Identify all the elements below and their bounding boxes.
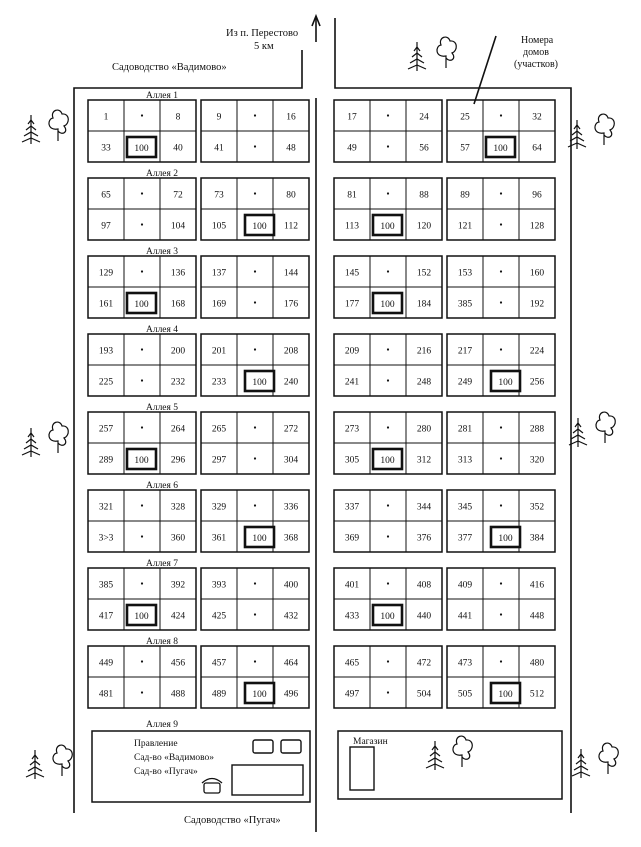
blocks [88, 91, 555, 730]
plot-block [88, 178, 196, 240]
plot-dot [141, 504, 143, 506]
deciduous-tree-icon [437, 37, 456, 68]
marker-label: 100 [380, 300, 395, 310]
plot-number: 192 [529, 299, 545, 310]
marker-label: 100 [134, 300, 149, 310]
marker-label: 100 [380, 222, 395, 232]
marker-100 [245, 215, 274, 235]
plot-number: 360 [170, 533, 186, 544]
plot-block [447, 568, 555, 630]
plot-dot [141, 660, 143, 662]
marker-100 [245, 683, 274, 703]
plot-number: 97 [101, 221, 111, 232]
plot-number: 313 [457, 455, 473, 466]
plot-dot [500, 223, 502, 225]
plot-dot [254, 582, 256, 584]
plot-number: 105 [211, 221, 227, 232]
plot-number: 385 [98, 580, 114, 591]
conifer-icon [426, 741, 444, 770]
plot-number: 416 [529, 580, 545, 591]
plot-number: 385 [457, 299, 473, 310]
marker-100 [491, 527, 520, 547]
plot-number: 136 [170, 268, 186, 279]
marker-100 [373, 215, 402, 235]
plot-number: 16 [286, 112, 296, 123]
plot-dot [500, 270, 502, 272]
plot-number: 9 [216, 112, 222, 123]
plot-number: 401 [344, 580, 360, 591]
plot-number: 209 [344, 346, 360, 357]
plot-number: 129 [98, 268, 114, 279]
plot-dot [500, 613, 502, 615]
callout-pointer [474, 36, 496, 104]
marker-100 [486, 137, 515, 157]
marker-label: 100 [498, 534, 513, 544]
plot-dot [254, 613, 256, 615]
plot-dot [254, 457, 256, 459]
deciduous-tree-icon [596, 412, 615, 443]
plot-block [447, 334, 555, 396]
plot-dot [254, 660, 256, 662]
plot-number: 425 [211, 611, 227, 622]
plot-number: 496 [283, 689, 299, 700]
plot-number: 24 [419, 112, 429, 123]
plot-number: 312 [416, 455, 432, 466]
alley-label: Аллея 4 [145, 325, 179, 335]
plot-dot [141, 192, 143, 194]
plot-dot [500, 582, 502, 584]
conifer-icon [22, 115, 40, 144]
admin-text: Сад-во «Вадимово» [134, 753, 214, 763]
plot-dot [500, 114, 502, 116]
plot-dot [387, 379, 389, 381]
bottom-label: Садоводство «Пугач» [184, 815, 281, 826]
plot-dot [387, 426, 389, 428]
plot-block [88, 100, 196, 162]
plot-number: 184 [416, 299, 432, 310]
plot-block [201, 568, 309, 630]
plot-number: 441 [457, 611, 473, 622]
plot-number: 472 [416, 658, 432, 669]
shop-label: Магазин [353, 737, 388, 747]
plot-dot [387, 660, 389, 662]
plot-number: 345 [457, 502, 473, 513]
plot-block [447, 646, 555, 708]
alley-label: Аллея 1 [145, 91, 179, 101]
plot-block [201, 334, 309, 396]
plot-dot [500, 457, 502, 459]
plot-number: 272 [283, 424, 299, 435]
plot-dot [254, 348, 256, 350]
plot-block [201, 256, 309, 318]
plot-number: 145 [344, 268, 360, 279]
plot-number: 240 [283, 377, 299, 388]
plot-number: 368 [283, 533, 299, 544]
plot-number: 409 [457, 580, 473, 591]
marker-label: 100 [252, 222, 267, 232]
marker-label: 100 [134, 456, 149, 466]
plot-number: 200 [170, 346, 186, 357]
plot-number: 121 [457, 221, 473, 232]
deciduous-tree-icon [49, 422, 68, 453]
plot-dot [254, 270, 256, 272]
plot-block [447, 412, 555, 474]
plot-number: 296 [170, 455, 186, 466]
plot-number: 168 [170, 299, 186, 310]
plot-number: 329 [211, 502, 227, 513]
plot-dot [500, 426, 502, 428]
alley-label: Аллея 6 [145, 481, 179, 491]
marker-label: 100 [252, 690, 267, 700]
road-label-line1: Из п. Перестово [226, 28, 299, 39]
marker-label: 100 [134, 144, 149, 154]
plot-number: 225 [98, 377, 114, 388]
plot-number: 393 [211, 580, 227, 591]
plot-number: 8 [175, 112, 181, 123]
plot-number: 1 [103, 112, 109, 123]
plot-number: 193 [98, 346, 114, 357]
plot-number: 320 [529, 455, 545, 466]
plot-block [334, 178, 442, 240]
conifer-icon [22, 428, 40, 457]
plot-dot [141, 348, 143, 350]
plot-block [334, 568, 442, 630]
plot-number: 160 [529, 268, 545, 279]
plot-number: 489 [211, 689, 227, 700]
plot-dot [141, 582, 143, 584]
plot-block [201, 178, 309, 240]
plot-number: 297 [211, 455, 227, 466]
plot-block [334, 334, 442, 396]
plot-number: 440 [416, 611, 432, 622]
plot-number: 288 [529, 424, 545, 435]
deciduous-tree-icon [595, 114, 614, 145]
plot-block [334, 412, 442, 474]
plot-number: 137 [211, 268, 227, 279]
plot-number: 3>3 [98, 533, 114, 544]
plot-block [88, 412, 196, 474]
marker-100 [245, 527, 274, 547]
marker-label: 100 [380, 612, 395, 622]
plot-number: 57 [460, 143, 470, 154]
plot-dot [254, 504, 256, 506]
plot-number: 249 [457, 377, 473, 388]
road-label-line2: 5 км [254, 41, 274, 52]
plot-number: 73 [214, 190, 224, 201]
deciduous-tree-icon [53, 745, 72, 776]
plot-block [88, 256, 196, 318]
plot-number: 512 [529, 689, 545, 700]
plot-number: 49 [347, 143, 357, 154]
marker-100 [127, 137, 156, 157]
plot-block [447, 490, 555, 552]
plot-dot [387, 582, 389, 584]
marker-100 [127, 605, 156, 625]
plot-number: 504 [416, 689, 432, 700]
alley-label: Аллея 7 [145, 559, 179, 569]
plot-number: 304 [283, 455, 299, 466]
shop-building [350, 747, 374, 790]
plot-number: 392 [170, 580, 186, 591]
plot-number: 328 [170, 502, 186, 513]
plot-dot [254, 192, 256, 194]
plot-number: 41 [214, 143, 224, 154]
plot-number: 336 [283, 502, 299, 513]
marker-label: 100 [493, 144, 508, 154]
plot-dot [500, 660, 502, 662]
plot-number: 369 [344, 533, 360, 544]
plot-block [88, 334, 196, 396]
plot-number: 208 [283, 346, 299, 357]
bottom-buildings [92, 731, 562, 802]
marker-100 [373, 605, 402, 625]
deciduous-tree-icon [49, 110, 68, 141]
plot-number: 280 [416, 424, 432, 435]
car-icon [281, 740, 301, 753]
alley-label: Аллея 2 [145, 169, 179, 179]
plot-number: 424 [170, 611, 186, 622]
plot-number: 96 [532, 190, 542, 201]
admin-text: Правление [134, 739, 178, 749]
plot-number: 464 [283, 658, 299, 669]
car-icon [253, 740, 273, 753]
plot-dot [141, 379, 143, 381]
callout-line1: Номера [521, 35, 554, 46]
plot-dot [254, 426, 256, 428]
deciduous-tree-icon [599, 743, 618, 774]
plot-number: 321 [98, 502, 114, 513]
marker-100 [373, 293, 402, 313]
plot-number: 241 [344, 377, 360, 388]
plot-number: 25 [460, 112, 470, 123]
plot-dot [387, 145, 389, 147]
plot-block [334, 646, 442, 708]
plot-number: 217 [457, 346, 473, 357]
plot-dot [141, 114, 143, 116]
plot-dot [141, 426, 143, 428]
plot-dot [254, 145, 256, 147]
plot-dot [387, 504, 389, 506]
plot-dot [387, 535, 389, 537]
plot-number: 81 [347, 190, 357, 201]
plot-number: 152 [416, 268, 432, 279]
plot-dot [141, 223, 143, 225]
admin-building [92, 731, 310, 802]
plot-number: 337 [344, 502, 360, 513]
plot-number: 248 [416, 377, 432, 388]
plot-number: 400 [283, 580, 299, 591]
plot-dot [387, 114, 389, 116]
plot-block [334, 100, 442, 162]
plot-number: 48 [286, 143, 296, 154]
marker-100 [245, 371, 274, 391]
plot-block [88, 490, 196, 552]
plot-number: 177 [344, 299, 360, 310]
plot-number: 352 [529, 502, 545, 513]
plot-number: 80 [286, 190, 296, 201]
alley-label: Аллея 8 [145, 637, 179, 647]
plot-number: 465 [344, 658, 360, 669]
plot-number: 56 [419, 143, 429, 154]
plot-number: 273 [344, 424, 360, 435]
plot-dot [500, 192, 502, 194]
plot-number: 456 [170, 658, 186, 669]
plot-number: 153 [457, 268, 473, 279]
admin-hall [232, 765, 303, 795]
plot-number: 120 [416, 221, 432, 232]
plot-number: 176 [283, 299, 299, 310]
plot-number: 257 [98, 424, 114, 435]
plot-block [447, 100, 555, 162]
marker-label: 100 [134, 612, 149, 622]
plot-number: 224 [529, 346, 545, 357]
plot-block [334, 490, 442, 552]
conifer-icon [408, 42, 426, 71]
plot-number: 32 [532, 112, 542, 123]
plot-number: 216 [416, 346, 432, 357]
marker-100 [127, 293, 156, 313]
deciduous-tree-icon [453, 736, 472, 767]
alley-label: Аллея 9 [145, 720, 179, 730]
plot-block [447, 256, 555, 318]
plot-number: 161 [98, 299, 114, 310]
plot-dot [500, 301, 502, 303]
plot-dot [500, 348, 502, 350]
top-left-label: Садоводство «Вадимово» [112, 62, 227, 73]
marker-label: 100 [498, 378, 513, 388]
plot-dot [387, 192, 389, 194]
plot-number: 17 [347, 112, 357, 123]
plot-block [334, 256, 442, 318]
plot-number: 201 [211, 346, 227, 357]
plot-number: 256 [529, 377, 545, 388]
plot-number: 449 [98, 658, 114, 669]
plot-number: 281 [457, 424, 473, 435]
plot-dot [254, 301, 256, 303]
plot-number: 361 [211, 533, 227, 544]
plot-dot [141, 691, 143, 693]
plot-number: 417 [98, 611, 114, 622]
plot-number: 488 [170, 689, 186, 700]
plot-number: 480 [529, 658, 545, 669]
plot-number: 128 [529, 221, 545, 232]
plot-number: 113 [345, 221, 359, 232]
plot-dot [500, 504, 502, 506]
plot-number: 72 [173, 190, 183, 201]
callout-line2: домов [523, 47, 549, 58]
plot-number: 88 [419, 190, 429, 201]
plot-dot [387, 270, 389, 272]
plot-block [447, 178, 555, 240]
marker-label: 100 [252, 378, 267, 388]
marker-label: 100 [380, 456, 395, 466]
plot-number: 408 [416, 580, 432, 591]
plot-number: 473 [457, 658, 473, 669]
plot-dot [387, 348, 389, 350]
plot-number: 305 [344, 455, 360, 466]
plot-dot [254, 114, 256, 116]
plot-dot [141, 270, 143, 272]
plot-dot [387, 691, 389, 693]
callout-line3: (участков) [514, 59, 559, 70]
plot-number: 144 [283, 268, 299, 279]
plot-number: 457 [211, 658, 227, 669]
plot-block [201, 490, 309, 552]
plot-block [201, 412, 309, 474]
plot-number: 232 [170, 377, 186, 388]
telephone-icon [202, 779, 222, 794]
plot-number: 233 [211, 377, 227, 388]
marker-label: 100 [498, 690, 513, 700]
plot-number: 344 [416, 502, 432, 513]
plot-number: 432 [283, 611, 299, 622]
plot-number: 384 [529, 533, 545, 544]
plot-number: 40 [173, 143, 183, 154]
plot-number: 65 [101, 190, 111, 201]
alley-label: Аллея 5 [145, 403, 179, 413]
conifer-icon [26, 750, 44, 779]
admin-text: Сад-во «Пугач» [134, 767, 198, 777]
marker-100 [491, 371, 520, 391]
plot-block [201, 646, 309, 708]
plot-number: 433 [344, 611, 360, 622]
plot-number: 505 [457, 689, 473, 700]
marker-label: 100 [252, 534, 267, 544]
plot-number: 265 [211, 424, 227, 435]
plot-number: 104 [170, 221, 186, 232]
alley-label: Аллея 3 [145, 247, 179, 257]
plot-number: 376 [416, 533, 432, 544]
conifer-icon [572, 749, 590, 778]
plot-number: 64 [532, 143, 542, 154]
plot-block [88, 568, 196, 630]
plot-number: 33 [101, 143, 111, 154]
plot-block [201, 100, 309, 162]
plot-block [88, 646, 196, 708]
plot-number: 377 [457, 533, 473, 544]
marker-100 [491, 683, 520, 703]
plot-number: 112 [284, 221, 298, 232]
plot-number: 169 [211, 299, 227, 310]
plot-number: 448 [529, 611, 545, 622]
plot-number: 289 [98, 455, 114, 466]
plot-number: 497 [344, 689, 360, 700]
marker-100 [127, 449, 156, 469]
marker-100 [373, 449, 402, 469]
plot-number: 264 [170, 424, 186, 435]
plot-dot [141, 535, 143, 537]
plot-number: 89 [460, 190, 470, 201]
plot-number: 481 [98, 689, 114, 700]
